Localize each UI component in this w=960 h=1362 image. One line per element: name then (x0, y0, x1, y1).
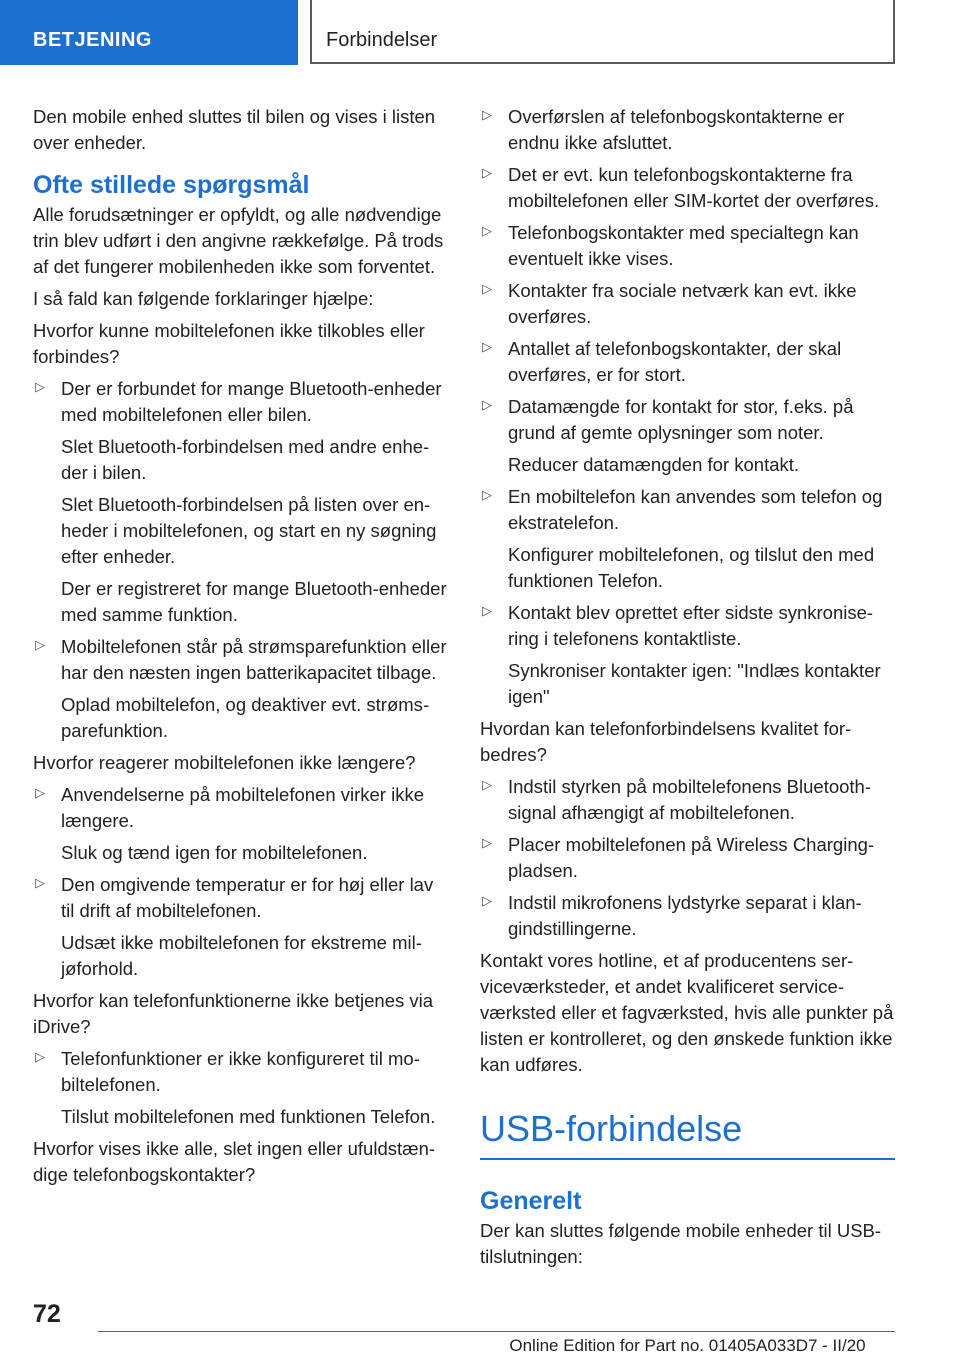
question-5: Hvordan kan telefonforbindelsens kvalitet forbedres? (480, 718, 852, 765)
triangle-bullet-icon: ▷ (482, 397, 492, 412)
question-1-list (33, 376, 448, 744)
faq-intro2-paragraph: I så fald kan følgende forklaringer hjælpe: (33, 288, 374, 309)
faq-heading: Ofte stillede spørgsmål (33, 171, 310, 199)
triangle-bullet-icon: ▷ (35, 637, 45, 652)
question-3: Hvorfor kan telefonfunktionerne ikke betjenes via iDrive? (33, 990, 434, 1037)
list-item-text: Anvendelserne på mobiltelefonen virker ikke længere. (61, 784, 425, 831)
list-item-instruction: Oplad mobiltelefon, og deaktiver evt. strømsparefunktion. (61, 694, 430, 741)
triangle-bullet-icon: ▷ (482, 603, 492, 618)
list-item (480, 832, 895, 884)
list-item-instruction: Udsæt ikke mobiltelefonen for ekstreme miljøforhold. (61, 932, 422, 979)
triangle-bullet-icon: ▷ (482, 835, 492, 850)
triangle-bullet-icon: ▷ (482, 487, 492, 502)
list-item-text: Telefonfunktioner er ikke konfigureret til mobiltelefonen. (61, 1048, 420, 1095)
list-item-text: Telefonbogskontakter med specialtegn kan eventuelt ikke vises. (508, 222, 859, 269)
list-item-instruction: Synkroniser kontakter igen: "Indlæs kontakter igen" (508, 660, 881, 707)
list-item-text: Kontakt blev oprettet efter sidste synkronisering i telefonens kontaktliste. (508, 602, 874, 649)
list-item (33, 1046, 448, 1130)
list-item (480, 220, 895, 272)
list-item-text: Datamængde for kontakt for stor, f.eks. på grund af gemte oplysninger som noter. (508, 396, 854, 443)
list-item-text: Der er forbundet for mange Bluetooth-enheder med mobiltelefonen eller bilen. (61, 378, 442, 425)
question-4: Hvorfor vises ikke alle, slet ingen eller ufuldstændige telefonbogskontakter? (33, 1138, 436, 1185)
list-item (33, 634, 448, 744)
right-column (480, 104, 895, 1276)
triangle-bullet-icon: ▷ (482, 281, 492, 296)
list-item (480, 774, 895, 826)
footer-edition-text: Online Edition for Part no. 01405A033D7 - II/20 (509, 1336, 866, 1355)
question-2: Hvorfor reagerer mobiltelefonen ikke længere? (33, 752, 416, 773)
general-paragraph: Der kan sluttes følgende mobile enheder til USB-tilslutningen: (480, 1220, 882, 1267)
list-item (480, 600, 895, 710)
header-section-tab (0, 0, 298, 65)
list-item (33, 782, 448, 866)
list-item-text: Placer mobiltelefonen på Wireless Charging-pladsen. (508, 834, 875, 881)
list-item-text: Den omgivende temperatur er for høj eller lav til drift af mobiltelefonen. (61, 874, 434, 921)
list-item (480, 394, 895, 478)
general-subheading: Generelt (480, 1187, 582, 1215)
triangle-bullet-icon: ▷ (35, 379, 45, 394)
triangle-bullet-icon: ▷ (482, 339, 492, 354)
header-chapter-label: Forbindelser (326, 29, 438, 51)
triangle-bullet-icon: ▷ (482, 165, 492, 180)
list-item-instruction: Slet Bluetooth-forbindelsen med andre enheder i bilen. (61, 436, 430, 483)
page-number: 72 (33, 1300, 61, 1328)
list-item-instruction: Der er registreret for mange Bluetooth-enheder med samme funktion. (61, 578, 447, 625)
list-item-text: Overførslen af telefonbogskontakterne er endnu ikke afsluttet. (508, 106, 845, 153)
triangle-bullet-icon: ▷ (35, 785, 45, 800)
list-item-instruction: Tilslut mobiltelefonen med funktionen Telefon. (61, 1106, 436, 1127)
list-item (480, 278, 895, 330)
list-item-text: Antallet af telefonbogskontakter, der skal overføres, er for stort. (508, 338, 842, 385)
footer-divider (98, 1331, 895, 1332)
question-2-list (33, 782, 448, 982)
list-item (480, 890, 895, 942)
faq-intro-paragraph: Alle forudsætninger er opfyldt, og alle nødvendige trin blev udført i den angivne rækkefølge. På trods af det fungerer mobilenheden ikke som forventet. (33, 204, 444, 277)
intro-paragraph: Den mobile enhed sluttes til bilen og vises i listen over enheder. (33, 106, 436, 153)
question-5-list (480, 774, 895, 942)
left-column (33, 104, 448, 1194)
header-section-label: BETJENING (33, 29, 152, 51)
list-item-instruction: Sluk og tænd igen for mobiltelefonen. (61, 842, 368, 863)
header-chapter-box (310, 0, 895, 64)
triangle-bullet-icon: ▷ (482, 223, 492, 238)
triangle-bullet-icon: ▷ (35, 1049, 45, 1064)
question-1: Hvorfor kunne mobiltelefonen ikke tilkobles eller forbindes? (33, 320, 425, 367)
list-item (480, 484, 895, 594)
list-item-text: Det er evt. kun telefonbogskontakterne fra mobiltelefonen eller SIM-kortet der overføres. (508, 164, 880, 211)
triangle-bullet-icon: ▷ (482, 777, 492, 792)
usb-section-heading: USB-forbindelse (480, 1108, 895, 1160)
list-item (480, 162, 895, 214)
list-item (480, 104, 895, 156)
list-item (33, 872, 448, 982)
triangle-bullet-icon: ▷ (482, 893, 492, 908)
question-4-list (480, 104, 895, 710)
list-item-text: Kontakter fra sociale netværk kan evt. ikke overføres. (508, 280, 857, 327)
question-3-list (33, 1046, 448, 1130)
list-item-instruction: Konfigurer mobiltelefonen, og tilslut den med funktionen Telefon. (508, 544, 875, 591)
list-item (480, 336, 895, 388)
list-item-text: Mobiltelefonen står på strømsparefunktion eller har den næsten ingen batterikapacitet tilbage. (61, 636, 447, 683)
list-item-text: Indstil mikrofonens lydstyrke separat i klangindstillingerne. (508, 892, 862, 939)
triangle-bullet-icon: ▷ (35, 875, 45, 890)
triangle-bullet-icon: ▷ (482, 107, 492, 122)
list-item-text: En mobiltelefon kan anvendes som telefon og ekstratelefon. (508, 486, 883, 533)
list-item-instruction: Slet Bluetooth-forbindelsen på listen over enheder i mobiltelefonen, og start en ny søgning efter enheder. (61, 494, 437, 567)
list-item (33, 376, 448, 628)
list-item-instruction: Reducer datamængden for kontakt. (508, 454, 800, 475)
contact-paragraph: Kontakt vores hotline, et af producentens serviceværksteder, et andet kvalificeret serviceværksted eller et fagværksted, hvis alle punkter på listen er kontrolleret, og den ønskede funktion ikke kan udføres. (480, 950, 894, 1075)
list-item-text: Indstil styrken på mobiltelefonens Bluetooth-signal afhængigt af mobiltelefonen. (508, 776, 872, 823)
